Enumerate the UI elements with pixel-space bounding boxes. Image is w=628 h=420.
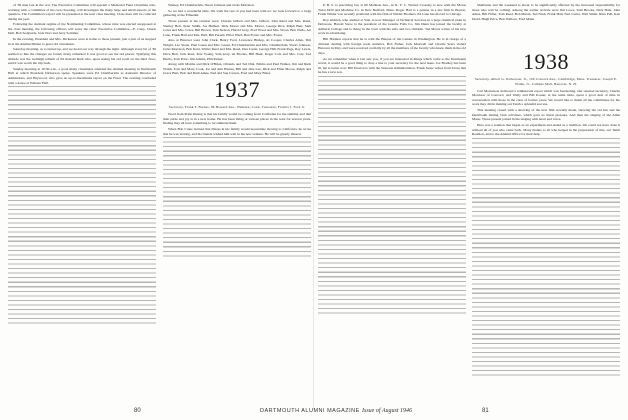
column-1	[8, 3, 156, 403]
column-paragraph: This meeting closed with a showing of the new film recently made, showing the old Inn and the Dartmouth Outing Club activities, which gave us much pleasure. And then the singing of the Alma Mater. Those present joined in the singing with heart and voice.	[472, 108, 620, 122]
class-year-heading: 1937	[214, 76, 260, 102]
column-paragraph: Also at Hanover were John Clark, Henry Ford, Lawrence Bishop, Al Cooper, Charles Allen, Tim Wright, Leo Stone, Paul Green and Mrs. Green, Ed Chamberlain and Mrs. Chamberlain, Stuart Johnson, Jacks Morrison, Bob Kent, Walter Reed and Mrs. Reed, Dan Carter, George Hill, Frank Page, Ray Lewis, Dave Bell, Jack Ross, Pete Young, Sam Gray, Al Brooks, Bill Hunt, Roger Cole and Mrs. Cole, Ted Harris, Tom Price, Jim Adams, Phil Parker.	[163, 38, 311, 61]
column-paragraph: Along with Martha and Dick O'Brien, Orlando and Ted Dial, Emma and Paul Walker, Jim and Ruth Walsh, Tom and Mary Cook, Joe and Ann Barnes, Bill and Jane Lee, Dick and Ellen Moore, Ralph and Grace Burr, Bob and Ruth Ames, Ned and Sue Carson, Fred and Mary Bates.	[163, 62, 311, 76]
page-footer	[0, 406, 628, 416]
issue-date: Issue of August 1946	[362, 408, 413, 414]
left-page-number: 80	[134, 408, 141, 414]
body-text-lines	[8, 86, 156, 326]
column-paragraph: Sunday morning at 10:30 a.m., a good many classmates attended the Alumni meeting in Dartmouth Hall at which President Dickerson spoke. Speakers were Ed Chamberlain as Assistant Director of Admissions, and Haywood, who gave an up-to-the-minute report on the Fund. The evening concluded with a dance at Webster Hall.	[8, 66, 156, 85]
magazine-name: DARTMOUTH ALUMNI MAGAZINE	[260, 408, 360, 414]
class-year-heading: 1938	[523, 49, 569, 75]
body-text-lines	[318, 76, 466, 316]
column-paragraph: Those present at the reunion were: Charles Gilbert and Mrs. Gilbert, John Rand and Mrs. Rand, Stanley Holt, Peter Smith, Joe Hulbert, Dick Moore and Mrs. Moore, George Rice, Ralph Burr, Sam Coles and Mrs. Coles, Bill Brown, Tom Nelson, Harold Gray, Fred Wood and Mrs. Wood, Bob Wells, Art Lane, Frank Hall and Mrs. Hall, Bill Parsell, Elliot Ward, Ben Foster and Mrs. Foster.	[163, 19, 311, 37]
column-paragraph: P. B. S. is practicing law at 60 Madison Ave., in N. Y. C. Warren Crossley is now with the Morse Twist Drill and Machine Co. in New Bedford, Mass. Roger Hart is a partner in a law firm in Boston. Frank Wilder was recently promoted with the firm of Wilder Brothers. Ed Lane has moved to Chicago.	[318, 3, 466, 17]
column-paragraph: So we had a wonderful time. We wish the rest of you had been with us: we look forward to a large gathering at the Fifteenth.	[163, 8, 311, 18]
column-paragraph: Bill Harmon reports that he is with the Bureau of the Census in Washington. He is in charge of a division dealing with foreign trade statistics. Bob Fisher, Jack Maxwell and Charlie Sears visited Hanover in May, and were received cordially by all the members of the faculty who knew them in the old days.	[318, 37, 466, 55]
column-paragraph: In the evening, President and Mrs. Dickerson were at home to those present, just a part of us stopped in at the Alumni Dinner to greet old classmates.	[8, 37, 156, 46]
right-page-number: 81	[482, 408, 489, 414]
column-paragraph: Stanley, Ed Chamberlain, Stuart Johnson and Jacks Morrison.	[168, 3, 255, 7]
column-4	[472, 3, 620, 403]
page-gutter	[313, 0, 314, 410]
column-paragraph: Word from Pride Daring is that his family would be coming from California for the summer and that their pride and joy is in a new home. He has been living at various places in the west for several years, finding they all have something to recommend them.	[163, 112, 311, 126]
column-paragraph: As we remember when it last saw you, if you are interested in things which come to the Dartmouth world, it would be a good thing to drop a line to your secretary for the next issue. Joe Bradley has been ill, but is better now. Bill Preston is with the Veterans Administration. Frank Stone writes from Texas that he has a new son.	[318, 56, 466, 75]
body-text-lines	[472, 138, 620, 378]
column-paragraph: of '36 men late in the war. The Executive Committee will appoint a Memorial Fund Chairman who, working with a committee of his own choosing, will investigate the many large and small aspects of the question. The Committee's report will be presented at the next class meeting. Class dues will be collected during the year.	[8, 3, 156, 21]
column-3	[318, 3, 466, 403]
column-paragraph: When Bob Crane learned that illness in his family would necessitate moving to California, he wrote that he was leaving, and his friends wished him well in his new venture. He will be greatly missed.	[163, 126, 311, 136]
class-secretary-line: Secretary, Frank T. Barnes, 96 Howard Ave., Hamden, Conn. Treasurer, Francis J. Ford Jr.	[168, 104, 306, 109]
body-text-lines	[163, 137, 311, 257]
section-spacer	[472, 22, 620, 48]
column-paragraph: Shelburne and the weekend is about to be significantly affected by the increased responsibility for those who will be coming. Among the earlier arrivals were Jim Lowe, Sam Brooks, Dick Hale, John Ames, Bill Fuller, Tom Reed, Bob Marsh, Ted Nash, Frank Hall, Ned Carter, Walt Small, Russ Pell, Ken Dodd, Hugh Price, Bob Wallace, Fred Mann.	[472, 3, 620, 21]
class-secretary-line: Secretary, Albert G. Dickerson, Jr., 100 Concord Ave., Cambridge, Mass. Treasurer, Joseph E. Walsh, Jr., Campus Mail, Hanover, N. H.	[474, 77, 618, 86]
column-paragraph: Here was a reunion that began as an experiment and ended as a tradition. We could not have done it without all of you who came back. Many thanks to all who helped in the preparation of this, our Tenth Reunion, and to the Alumni Office for their help.	[472, 122, 620, 137]
column-paragraph: Following the dormant regime of the Nominating Committee, whose slate was elected unopposed at the class meeting, the following officers will serve the class: Executive Committee—E. Cuny, Chuck Dell, Bob Sedgwick, Jack Norr and Jerry Sommer.	[8, 22, 156, 36]
column-2	[163, 3, 311, 403]
column-paragraph: Saturday morning, as to turned up, and we hoard our way through the night. Although every bit of '36 seemed to like the changes we found, many remarked it was good to see the old places. Typifying this attitude was the wellnigh remark of Ed Ronald Ruth who, upon seeing his old room on the third floor, said it was worth the trip back.	[8, 47, 156, 66]
column-paragraph: Roy Aldrich, who studied at Yale, is now Manager of Technical Services in a large chemical plant in Delaware. Harold Snow is the president of the Granite Falls Co. Jim Dunn has joined the faculty at Amherst College and is living in the town with his wife and two children. Ted Morse writes of his new work in advertising.	[318, 17, 466, 36]
column-paragraph: Carl Mortenson delivered a reminiscent report which was fascinating. Our reunion secretary, Charlie Morrison of Concord, and Wally and Bill Koster, at the same table, spent a good deal of time in conversation with those in the class of former years. We would like to thank all the committees for the work they did in making our Tenth a splendid success.	[472, 88, 620, 107]
